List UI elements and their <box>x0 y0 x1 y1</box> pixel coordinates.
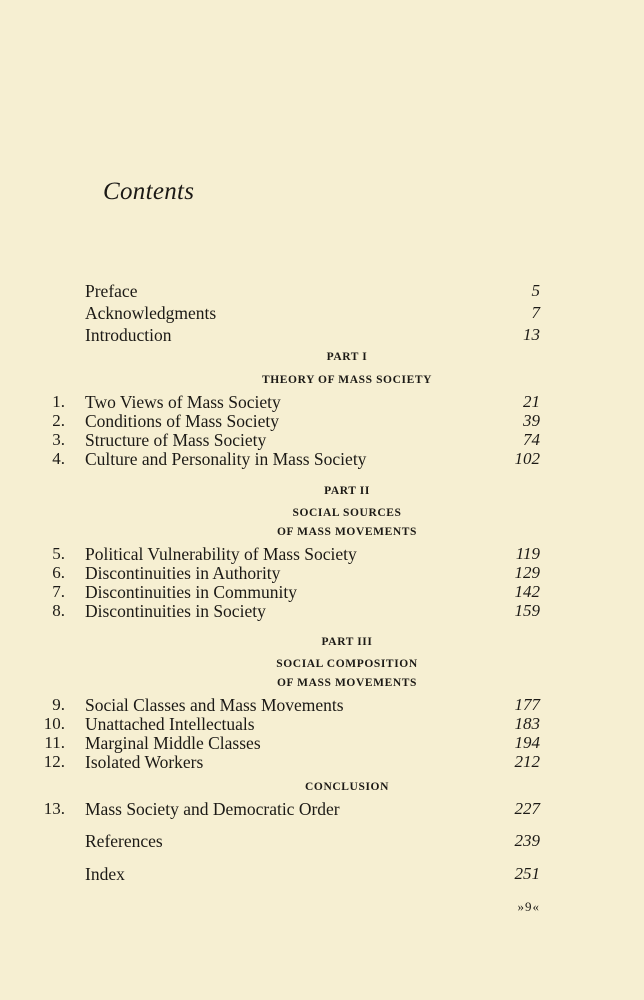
entry-label: Acknowledgments <box>85 303 217 323</box>
entry-page-number: 13 <box>523 325 540 344</box>
chapter-number: 13. <box>43 799 65 818</box>
entry-label: References <box>85 831 163 851</box>
folio-page-number: »9« <box>517 899 540 914</box>
entry-label: Conditions of Mass Society <box>85 411 279 431</box>
entry-label: Social Classes and Mass Movements <box>85 695 344 715</box>
chapter-number: 11. <box>44 733 65 752</box>
entry-label: Two Views of Mass Society <box>85 392 281 412</box>
toc-entry-index[interactable] <box>0 864 644 886</box>
chapter-number: 10. <box>43 714 65 733</box>
entry-page-number: 21 <box>523 392 540 411</box>
entry-label: Introduction <box>85 325 172 345</box>
chapter-number: 4. <box>52 449 65 468</box>
entry-label: Isolated Workers <box>85 752 204 772</box>
entry-page-number: 7 <box>531 303 540 322</box>
entry-page-number: 142 <box>514 582 540 601</box>
chapter-number: 12. <box>43 752 65 771</box>
entry-label: Preface <box>85 281 138 301</box>
chapter-number: 9. <box>52 695 65 714</box>
part-1-subtitle: THEORY OF MASS SOCIETY <box>261 374 433 386</box>
entry-label: Index <box>85 864 125 884</box>
entry-label: Culture and Personality in Mass Society <box>85 449 367 469</box>
entry-page-number: 194 <box>514 733 540 752</box>
entry-page-number: 119 <box>515 544 540 563</box>
toc-entry-chapter-13[interactable] <box>0 799 644 821</box>
part-2-subtitle-line-2: OF MASS MOVEMENTS <box>276 526 418 538</box>
entry-label: Structure of Mass Society <box>85 430 267 450</box>
part-3-subtitle-line-2: OF MASS MOVEMENTS <box>276 677 418 689</box>
toc-entry-chapter-12[interactable] <box>0 752 644 774</box>
entry-page-number: 227 <box>514 799 540 818</box>
entry-page-number: 251 <box>514 864 540 883</box>
entry-page-number: 5 <box>531 281 540 300</box>
entry-label: Discontinuities in Community <box>85 582 297 602</box>
part-3-heading: PART III <box>321 636 373 648</box>
chapter-number: 1. <box>52 392 65 411</box>
part-1-heading: PART I <box>326 351 368 363</box>
entry-page-number: 102 <box>514 449 540 468</box>
entry-page-number: 239 <box>514 831 540 850</box>
entry-page-number: 74 <box>523 430 540 449</box>
page-title: Contents <box>103 178 195 205</box>
entry-label: Discontinuities in Society <box>85 601 266 621</box>
toc-entry-acknowledgments[interactable] <box>0 303 644 325</box>
chapter-number: 3. <box>52 430 65 449</box>
conclusion-heading: CONCLUSION <box>305 781 389 793</box>
entry-label: Discontinuities in Authority <box>85 563 281 583</box>
entry-page-number: 177 <box>514 695 540 714</box>
toc-entry-preface[interactable] <box>0 281 644 303</box>
entry-label: Mass Society and Democratic Order <box>85 799 340 819</box>
chapter-number: 6. <box>52 563 65 582</box>
part-2-subtitle-line-1: SOCIAL SOURCES <box>292 507 402 519</box>
part-2-heading: PART II <box>324 485 370 497</box>
chapter-number: 2. <box>52 411 65 430</box>
entry-label: Marginal Middle Classes <box>85 733 261 753</box>
entry-page-number: 183 <box>514 714 540 733</box>
entry-label: Unattached Intellectuals <box>85 714 255 734</box>
toc-entry-references[interactable] <box>0 831 644 853</box>
toc-entry-chapter-4[interactable] <box>0 449 644 471</box>
chapter-number: 5. <box>52 544 65 563</box>
chapter-number: 8. <box>52 601 65 620</box>
toc-entry-introduction[interactable] <box>0 325 644 347</box>
part-3-subtitle-line-1: SOCIAL COMPOSITION <box>276 658 418 670</box>
entry-page-number: 129 <box>514 563 540 582</box>
entry-label: Political Vulnerability of Mass Society <box>85 544 357 564</box>
entry-page-number: 39 <box>523 411 540 430</box>
chapter-number: 7. <box>52 582 65 601</box>
entry-page-number: 159 <box>514 601 540 620</box>
entry-page-number: 212 <box>514 752 540 771</box>
toc-entry-chapter-8[interactable] <box>0 601 644 623</box>
